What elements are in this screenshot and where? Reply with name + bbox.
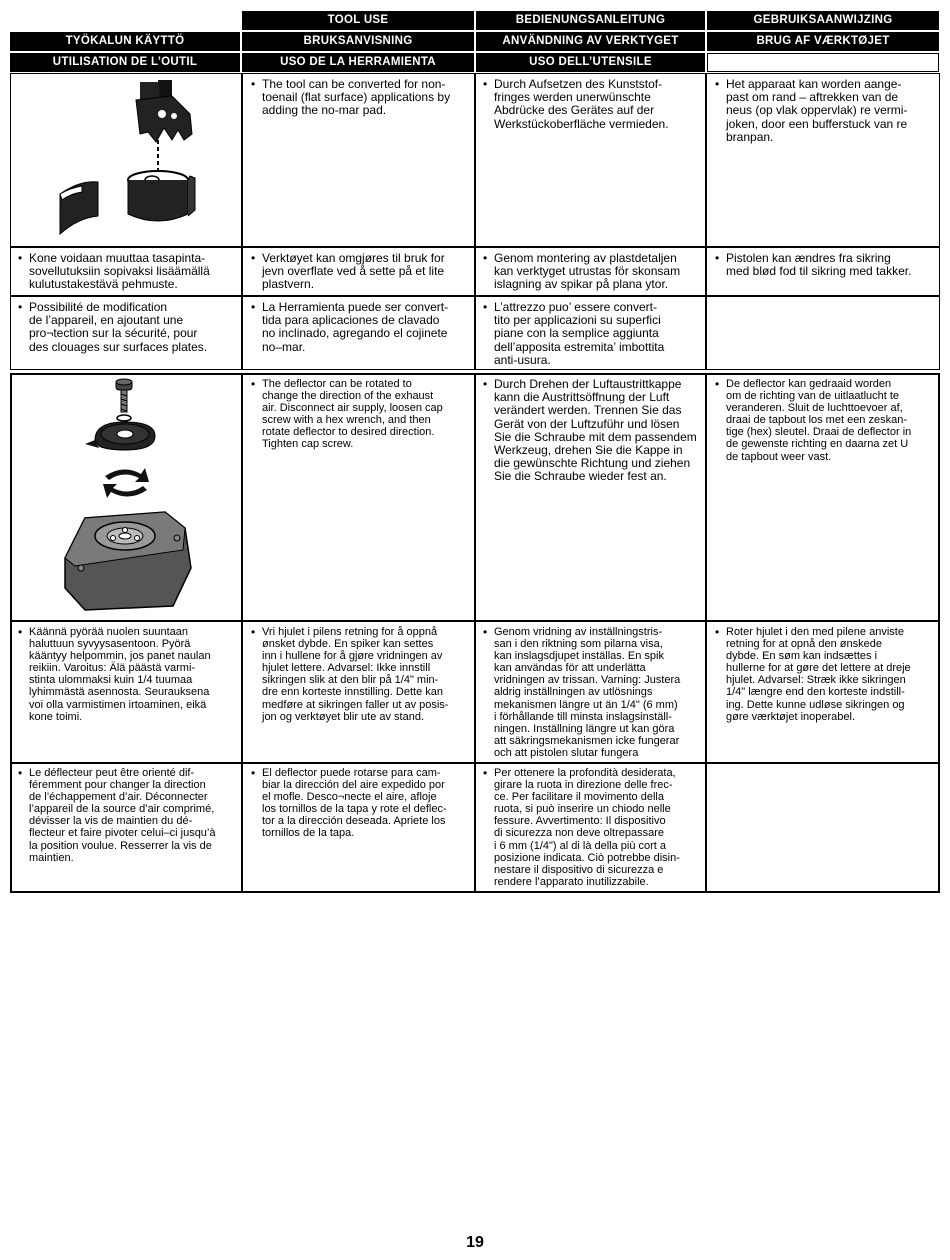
divider bbox=[241, 73, 243, 370]
s1-de-text: • Durch Aufsetzen des Kunststof- fringes werden unerwünschte Abdrücke des Gerätes auf der Werkstückoberfläche vermieden. bbox=[483, 77, 669, 131]
divider bbox=[10, 246, 940, 248]
s1-fr-text: • Possibilité de modification de l’appareil, en ajoutant une pro¬tection sur la sécurité, pour des clouages sur surfaces plates. bbox=[18, 300, 208, 354]
header-anvandning: ANVÄNDNING AV VERKTYGET bbox=[476, 32, 705, 51]
s2-de-text: • Durch Drehen der Luftaustrittkappe kann die Austrittsöffnung der Luft verändert werden. Trennen Sie das Gerät von der Luftzuführ und lösen Sie die Schraube mit dem passendem Werkzeug, drehen Sie die Kappe in die gewünschte Richtung und ziehen Sie die Schraube wieder fest an. bbox=[483, 377, 697, 484]
s1-no-text: • Verktøyet kan omgjøres til bruk for jevn overflate ved å sette på et lite plastvern. bbox=[251, 251, 445, 292]
s1-it-text: • L’attrezzo puo’ essere convert- tito per applicazioni su superfici piane con la semplice aggiunta dell’apposita estremita’ imbottita anti-usura. bbox=[483, 300, 665, 367]
divider bbox=[705, 373, 707, 893]
s1-es-text: • La Herramienta puede ser convert- tida para aplicaciones de clavado no inclinado, agregando el cojinete no–mar. bbox=[251, 300, 449, 354]
header-utilisation: UTILISATION DE L’OUTIL bbox=[10, 53, 240, 72]
page-number: 19 bbox=[466, 1234, 484, 1251]
no-mar-pad-illustration bbox=[40, 76, 215, 241]
header-bruksanvisning: BRUKSANVISNING bbox=[242, 32, 474, 51]
divider bbox=[474, 73, 476, 370]
s2-fr-text: • Le déflecteur peut être orienté dif- féremment pour changer la direction de l’échappement d’air. Déconnecter l’appareil de la source d’air comprimé, dévisser la vis de maintien du dé- flecteur et faire pivoter celui–ci jusqu’à la position voulue. Resserrer la vis de maintien. bbox=[18, 766, 216, 864]
s2-fi-text: • Käännä pyörää nuolen suuntaan haluttuun syvyysasentoon. Pyörä kääntyy helpommin, jos panet naulan reikiin. Varoitus: Älä päästä varmi- stinta ulommaksi kuin 1/4 tuumaa lyhimmästä asennosta. Seurauksena voi olla varmistimen irtoaminen, eikä kone toimi. bbox=[18, 625, 211, 723]
s1-da-text: • Pistolen kan ændres fra sikring med blød fod til sikring med takker. bbox=[715, 251, 912, 279]
s2-nl-text: • De deflector kan gedraaid worden om de richting van de uitlaatlucht te veranderen. Sluit de luchttoevoer af, draai de tapbout los met een zeskan- tige (hex) sleutel. Draai de deflector in de gewenste richting en daarna zet U de tapbout weer vast. bbox=[715, 377, 912, 463]
header-brug: BRUG AF VÆRKTØJET bbox=[707, 32, 939, 51]
header-uso-herramienta: USO DE LA HERRAMIENTA bbox=[242, 53, 474, 72]
header-tyokalun-kaytto: TYÖKALUN KÄYTTÖ bbox=[10, 32, 240, 51]
header-uso-utensile: USO DELL’UTENSILE bbox=[476, 53, 705, 72]
divider bbox=[10, 620, 940, 622]
s2-da-text: • Roter hjulet i den med pilene anviste retning for at opnå den ønskede dybde. En søm kan indsættes i hullerne for at gøre det lettere at dreje hjulet. Advarsel: Stræk ikke sikringen 1/4" længre end den korteste indstill- ing. Dette kunne udløse sikringen og gøre værktøjet inoperabel. bbox=[715, 625, 911, 723]
s2-sv-text: • Genom vridning av inställningstris- san i den riktning som pilarna visa, kan inslagsdjupet inställas. En spik kan användas för att underlätta vridningen av trissan. Varning: Justera aldrig inställningen av utlösnings mekanismen längre ut än 1/4" (6 mm) i förhållande till minsta inslagsinställ- ningen. Inställning längre ut kan göra att säkringsmekanismen icke fungerar och att pistolen slutar fungera bbox=[483, 625, 681, 759]
s1-sv-text: • Genom montering av plastdetaljen kan verktyget utrustas för skonsam islagning av spikar på plana ytor. bbox=[483, 251, 681, 292]
divider bbox=[10, 295, 940, 297]
s1-en-text: • The tool can be converted for non- toenail (flat surface) applications by adding the no-mar pad. bbox=[251, 77, 451, 118]
s2-en-text: • The deflector can be rotated to change the direction of the exhaust air. Disconnect air supply, loosen cap screw with a hex wrench, and then rotate deflector to desired direction. Tighten cap screw. bbox=[251, 377, 443, 451]
header-gebruiksaanwijzing: GEBRUIKSAANWIJZING bbox=[707, 11, 939, 30]
s2-it-text: • Per ottenere la profondità desiderata, girare la ruota in direzione delle frec- ce. Per facilitare il movimento della ruota, si può inserire un chiodo nelle fessure. Avvertimento: Il dispositivo di sicurezza non deve oltrepassare i 6 mm (1/4") al di là della più cort a posizione indicata. Ciò potrebbe disin- nestare il dispositivo di sicurezza e rendere l’apparato inutilizzabile. bbox=[483, 766, 680, 888]
header-bedienungsanleitung: BEDIENUNGSANLEITUNG bbox=[476, 11, 705, 30]
divider bbox=[241, 373, 243, 893]
s1-nl-text: • Het apparaat kan worden aange- past om rand – aftrekken van de neus (op vlak oppervlak) re vermi- joken, door een bufferstuck van re branpan. bbox=[715, 77, 908, 144]
s2-no-text: • Vri hjulet i pilens retning for å oppnå ønsket dybde. En spiker kan settes inn i hullene for å gjøre vridningen av hjulet lettere. Advarsel: Ikke innstill sikringen slik at den blir på 1/4" min- dre enn korteste innstilling. Dette kan medføre at sikringen faller ut av posis- jon og verktøyet blir ute av stand. bbox=[251, 625, 449, 723]
s1-fi-text: • Kone voidaan muuttaa tasapinta- sovellutuksiin sopivaksi lisäämällä kulutustakestävä pehmuste. bbox=[18, 251, 210, 292]
header-empty bbox=[707, 53, 939, 72]
divider bbox=[474, 373, 476, 893]
header-tool-use: TOOL USE bbox=[242, 11, 474, 30]
divider bbox=[705, 73, 707, 370]
divider bbox=[10, 762, 940, 764]
s2-es-text: • El deflector puede rotarse para cam- biar la dirección del aire expedido por el mofle. Desco¬necte el aire, afloje los tornillos de la tapa y rote el deflec- tor a la dirección deseada. Apriete los tornillos de la tapa. bbox=[251, 766, 447, 840]
deflector-illustration bbox=[55, 378, 205, 618]
